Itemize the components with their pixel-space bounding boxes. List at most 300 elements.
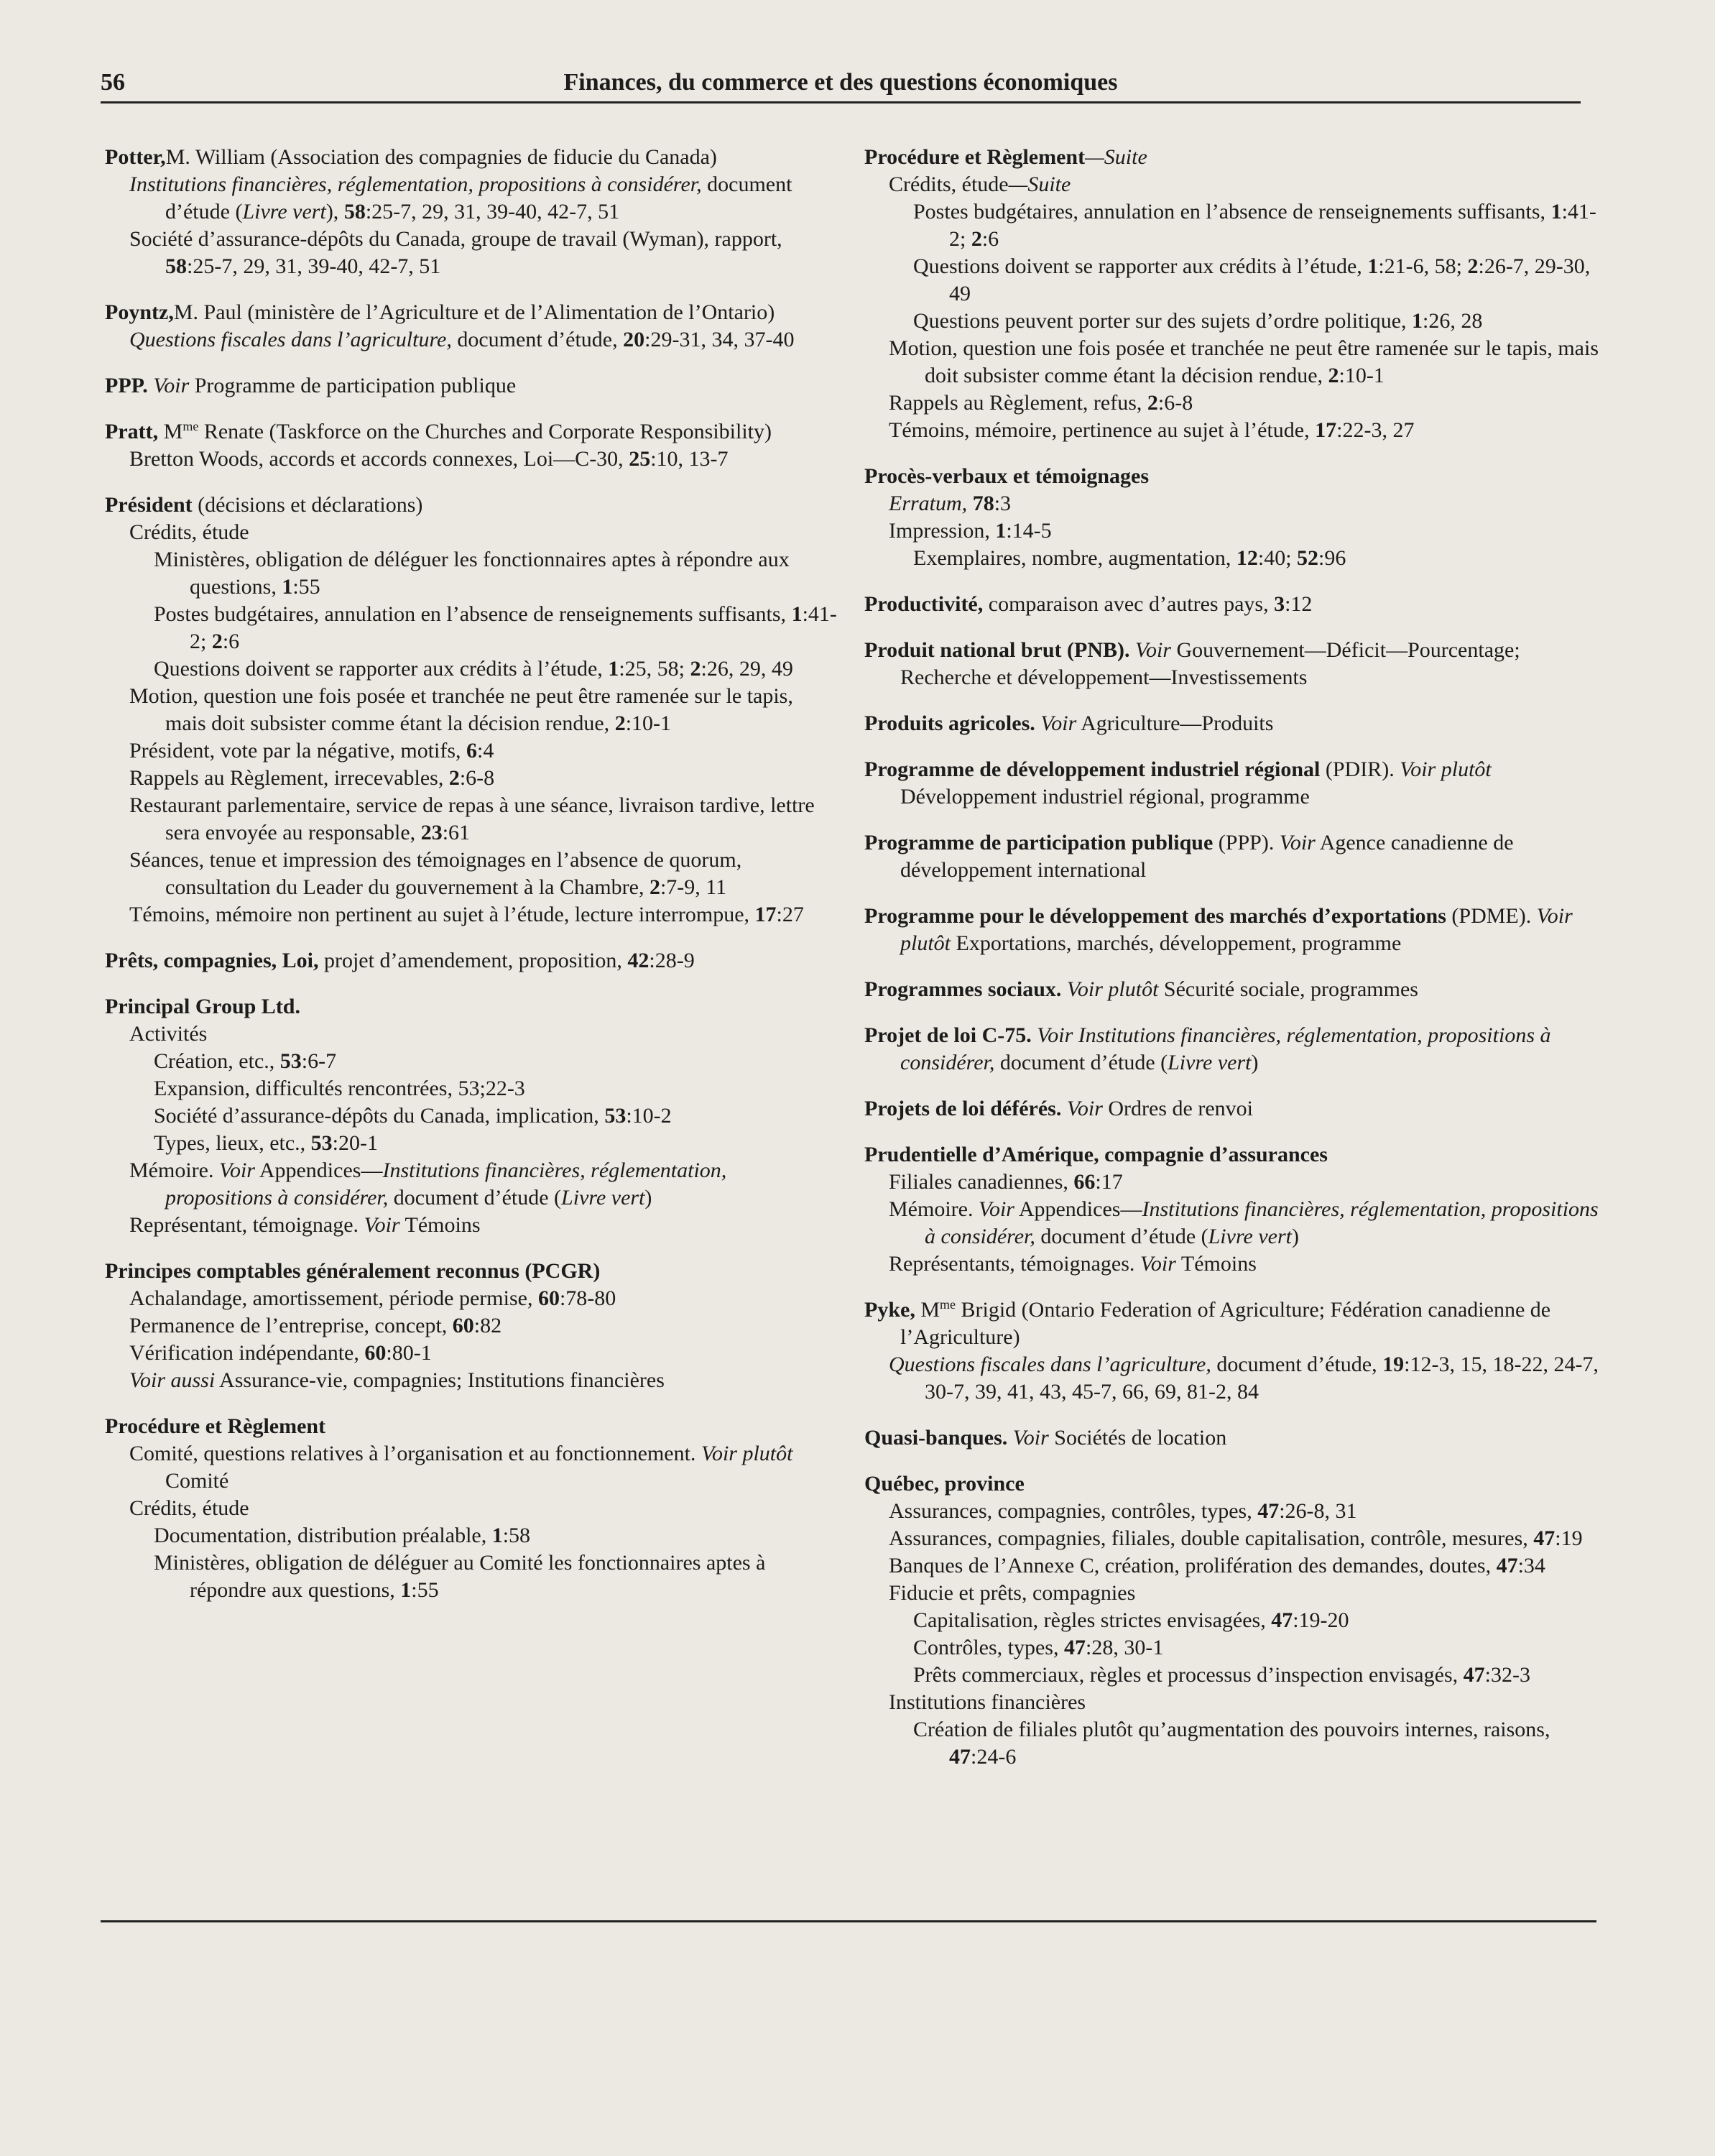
- text-run: :10-1: [1339, 364, 1385, 387]
- subentry-line: [913, 1634, 1601, 1662]
- text-run: me: [182, 419, 199, 433]
- text-run: :78-80: [559, 1286, 616, 1310]
- text-run: Appendices—: [1014, 1197, 1142, 1221]
- text-run: Renate (Taskforce on the Churches and Corporate Responsibility): [198, 420, 772, 443]
- text-run: Poyntz,: [105, 300, 174, 324]
- entry-heading-line: [864, 637, 1601, 691]
- footer-rule: [101, 1920, 1596, 1922]
- entry-heading-line: [864, 1141, 1601, 1169]
- text-run: :32-3: [1484, 1663, 1530, 1687]
- entry-heading-line: [864, 976, 1601, 1003]
- text-run: (PDIR).: [1320, 757, 1400, 781]
- text-run: Voir: [218, 1158, 255, 1182]
- text-run: Sociétés de location: [1048, 1426, 1227, 1450]
- text-run: 47: [1271, 1608, 1293, 1632]
- text-run: Assurances, compagnies, contrôles, types,: [889, 1499, 1258, 1523]
- text-run: Projet de loi C-75.: [864, 1023, 1032, 1047]
- text-run: 47: [1064, 1636, 1086, 1659]
- text-run: 52: [1297, 546, 1319, 570]
- text-run: 1: [1412, 309, 1423, 333]
- subentry-line: [129, 1440, 838, 1495]
- text-run: Exemplaires, nombre, augmentation,: [913, 546, 1236, 570]
- text-run: :17: [1095, 1170, 1123, 1194]
- text-run: :40;: [1257, 546, 1298, 570]
- text-run: Erratum,: [889, 492, 968, 515]
- text-run: 1: [1550, 200, 1562, 224]
- subentry-line: [889, 1498, 1601, 1525]
- text-run: Prêts, compagnies, Loi,: [105, 949, 319, 972]
- text-run: Livre vert: [561, 1186, 645, 1210]
- subentry-line: [889, 1552, 1601, 1580]
- text-run: Brigid (Ontario Federation of Agriculture; Fédération canadienne de l’Agriculture): [900, 1298, 1551, 1349]
- text-run: Productivité,: [864, 592, 984, 616]
- text-run: Voir: [978, 1197, 1014, 1221]
- index-entry: [864, 1424, 1601, 1452]
- text-run: Voir: [1066, 1097, 1103, 1120]
- text-run: Bretton Woods, accords et accords connexes, Loi—C-30,: [129, 447, 629, 471]
- subentry-line: [129, 792, 838, 847]
- text-run: 20: [623, 328, 645, 351]
- text-run: Séances, tenue et impression des témoignages en l’absence de quorum, consultation du Leader du gouvernement à la Chambre,: [129, 848, 742, 899]
- text-run: Comité, questions relatives à l’organisation et au fonctionnement.: [129, 1442, 701, 1465]
- text-run: document d’étude (: [1035, 1225, 1208, 1248]
- subentry-line: [889, 1525, 1601, 1552]
- subentry-line: [913, 1662, 1601, 1689]
- index-entry: [105, 299, 838, 354]
- text-run: Appendices—: [254, 1158, 383, 1182]
- header-rule: [101, 101, 1581, 103]
- text-run: —Suite: [1085, 145, 1147, 169]
- text-run: Création, etc.,: [154, 1049, 280, 1073]
- text-run: Filiales canadiennes,: [889, 1170, 1074, 1194]
- text-run: PPP.: [105, 374, 148, 397]
- text-run: [967, 492, 973, 515]
- text-run: Procès-verbaux et témoignages: [864, 464, 1150, 488]
- text-run: Questions doivent se rapporter aux crédits à l’étude,: [913, 254, 1368, 278]
- text-run: 1: [608, 657, 619, 681]
- text-run: M: [915, 1298, 940, 1322]
- text-run: Motion, question une fois posée et tranchée ne peut être ramenée sur le tapis, mais doit subsister comme étant la décision rendue,: [889, 336, 1599, 387]
- subentry-line: [129, 171, 838, 226]
- text-run: (PPP).: [1213, 831, 1280, 854]
- subentry-line: [129, 326, 838, 354]
- text-run: ): [1291, 1225, 1299, 1248]
- text-run: :80-1: [386, 1341, 432, 1365]
- text-run: Voir: [1279, 831, 1316, 854]
- text-run: ): [1251, 1051, 1259, 1074]
- text-run: Ministères, obligation de déléguer les fonctionnaires aptes à répondre aux questions,: [154, 548, 790, 599]
- text-run: Questions peuvent porter sur des sujets d’ordre politique,: [913, 309, 1413, 333]
- text-run: Voir: [1040, 711, 1077, 735]
- entry-heading-line: [864, 710, 1601, 737]
- text-run: projet d’amendement, proposition,: [318, 949, 628, 972]
- entry-heading-line: [105, 372, 838, 400]
- text-run: 2: [1328, 364, 1339, 387]
- subentry-line: [889, 417, 1601, 444]
- text-run: Voir plutôt: [701, 1442, 793, 1465]
- text-run: :82: [473, 1314, 502, 1337]
- text-run: (PDME).: [1446, 904, 1537, 928]
- text-run: Rappels au Règlement, refus,: [889, 391, 1147, 415]
- entry-heading-line: [105, 1258, 838, 1285]
- index-entry: [105, 144, 838, 280]
- text-run: Sécurité sociale, programmes: [1158, 977, 1418, 1001]
- text-run: :10, 13-7: [650, 447, 729, 471]
- text-run: 2: [690, 657, 701, 681]
- subentry-line: [889, 1169, 1601, 1196]
- text-run: Questions doivent se rapporter aux crédits à l’étude,: [154, 657, 609, 681]
- subentry-line: [913, 545, 1601, 572]
- subentry-line: [129, 1285, 838, 1312]
- text-run: 60: [537, 1286, 560, 1310]
- subentry-line: [913, 1716, 1601, 1771]
- text-run: Voir plutôt: [1400, 757, 1492, 781]
- text-run: :29-31, 34, 37-40: [644, 328, 795, 351]
- subentry-line: [913, 1607, 1601, 1634]
- text-run: :27: [776, 903, 804, 926]
- text-run: 47: [1257, 1499, 1280, 1523]
- index-entry: [864, 1470, 1601, 1771]
- entry-heading-line: [105, 1413, 838, 1440]
- text-run: Création de filiales plutôt qu’augmentation des pouvoirs internes, raisons,: [913, 1718, 1550, 1741]
- text-run: Agence canadienne de développement international: [900, 831, 1514, 882]
- text-run: Prudentielle d’Amérique, compagnie d’assurances: [864, 1143, 1328, 1166]
- subentry-line: [889, 1689, 1601, 1716]
- subentry-line: [154, 1048, 838, 1075]
- text-run: 1: [400, 1578, 412, 1602]
- text-run: Représentant, témoignage.: [129, 1213, 364, 1237]
- text-run: Représentants, témoignages.: [889, 1252, 1140, 1276]
- text-run: Expansion, difficultés rencontrées, 53;22-3: [154, 1077, 525, 1100]
- text-run: Fiducie et prêts, compagnies: [889, 1581, 1136, 1605]
- index-entry: [864, 710, 1601, 737]
- text-run: Postes budgétaires, annulation en l’absence de renseignements suffisants,: [154, 602, 792, 626]
- entry-heading-line: [864, 829, 1601, 884]
- text-run: Crédits, étude: [889, 172, 1009, 196]
- text-run: Quasi-banques.: [864, 1426, 1008, 1450]
- text-run: :10-1: [625, 711, 672, 735]
- entry-heading-line: [864, 1424, 1601, 1452]
- subentry-line: [154, 1549, 838, 1604]
- text-run: :6-8: [459, 766, 495, 790]
- text-run: 47: [1496, 1554, 1518, 1577]
- text-run: document d’étude,: [1211, 1353, 1383, 1376]
- text-run: 1: [1367, 254, 1379, 278]
- index-entry: [105, 492, 838, 929]
- entry-heading-line: [105, 993, 838, 1021]
- index-entry: [864, 903, 1601, 957]
- text-run: :7-9, 11: [660, 875, 727, 899]
- subentry-line: [889, 1351, 1601, 1406]
- subentry-line: [889, 171, 1601, 198]
- text-run: Programme de développement industriel régional: [864, 757, 1321, 781]
- text-run: Président: [105, 493, 193, 517]
- entry-heading-line: [105, 144, 838, 171]
- text-run: :61: [442, 821, 471, 844]
- index-entry: [864, 976, 1601, 1003]
- text-run: Président, vote par la négative, motifs,: [129, 739, 467, 763]
- subentry-line: [129, 1157, 838, 1212]
- text-run: 1: [791, 602, 803, 626]
- text-run: :25-7, 29, 31, 39-40, 42-7, 51: [365, 200, 620, 224]
- entry-heading-line: [105, 492, 838, 519]
- text-run: :41-2;: [949, 200, 1596, 251]
- text-run: Voir: [1140, 1252, 1176, 1276]
- text-run: Québec, province: [864, 1472, 1025, 1496]
- text-run: Questions fiscales dans l’agriculture,: [889, 1353, 1211, 1376]
- text-run: Comité: [165, 1469, 229, 1493]
- text-run: Livre vert: [1208, 1225, 1292, 1248]
- text-run: Crédits, étude: [129, 520, 249, 544]
- text-run: Procédure et Règlement: [105, 1414, 326, 1438]
- index-entry: [864, 756, 1601, 811]
- page-number: 56: [101, 69, 125, 96]
- subentry-line: [129, 1312, 838, 1340]
- text-run: :14-5: [1006, 519, 1052, 543]
- text-run: [1007, 1426, 1013, 1450]
- text-run: 1: [995, 519, 1007, 543]
- text-run: Institutions financières, réglementation, propositions à considérer,: [129, 172, 702, 196]
- text-run: Restaurant parlementaire, service de repas à une séance, livraison tardive, lettre sera envoyée au responsable,: [129, 793, 815, 844]
- text-run: document d’étude (: [994, 1051, 1168, 1074]
- entry-heading-line: [864, 144, 1601, 171]
- text-run: :24-6: [971, 1745, 1017, 1769]
- index-entry: [864, 1095, 1601, 1123]
- text-run: Voir plutôt: [1066, 977, 1159, 1001]
- index-entry: [105, 993, 838, 1239]
- entry-heading-line: [864, 1095, 1601, 1123]
- text-run: —Suite: [1008, 172, 1071, 196]
- index-entry: [864, 1296, 1601, 1406]
- text-run: :26, 28: [1423, 309, 1483, 333]
- subentry-line: [129, 226, 838, 280]
- text-run: Agriculture—Produits: [1076, 711, 1274, 735]
- text-run: Contrôles, types,: [913, 1636, 1064, 1659]
- text-run: Témoins: [1175, 1252, 1257, 1276]
- text-run: Documentation, distribution préalable,: [154, 1524, 492, 1547]
- index-entry: [864, 829, 1601, 884]
- text-run: 6: [466, 739, 478, 763]
- text-run: Principes comptables généralement reconnus (PCGR): [105, 1259, 601, 1283]
- text-run: M. William (Association des compagnies de fiducie du Canada): [165, 145, 717, 169]
- entry-heading-line: [864, 1022, 1601, 1077]
- text-run: Postes budgétaires, annulation en l’absence de renseignements suffisants,: [913, 200, 1551, 224]
- text-run: 1: [491, 1524, 503, 1547]
- text-run: 2: [448, 766, 460, 790]
- text-run: Assurance-vie, compagnies; Institutions financières: [215, 1368, 665, 1392]
- subentry-line: [889, 335, 1601, 390]
- text-run: 53: [310, 1131, 333, 1155]
- text-run: :3: [994, 492, 1012, 515]
- entry-heading-line: [105, 947, 838, 975]
- entry-heading-line: [105, 418, 838, 446]
- text-run: M: [158, 420, 183, 443]
- text-run: Voir: [153, 374, 190, 397]
- text-run: Voir: [1134, 638, 1171, 662]
- subentry-line: [889, 490, 1601, 517]
- subentry-line: [913, 198, 1601, 253]
- text-run: Institutions financières, réglementation, propositions à considérer,: [165, 1158, 727, 1210]
- text-run: 17: [754, 903, 777, 926]
- text-run: Livre vert: [1168, 1051, 1252, 1074]
- subentry-line: [154, 655, 838, 683]
- text-run: [1061, 977, 1067, 1001]
- text-run: 2: [971, 227, 982, 251]
- text-run: 58: [343, 200, 366, 224]
- text-run: ),: [325, 200, 344, 224]
- index-entry: [105, 947, 838, 975]
- text-run: :55: [292, 575, 320, 599]
- text-run: 53: [604, 1104, 627, 1128]
- text-run: 23: [420, 821, 443, 844]
- text-run: 2: [649, 875, 660, 899]
- text-run: comparaison avec d’autres pays,: [983, 592, 1275, 616]
- text-run: Programme de participation publique: [189, 374, 517, 397]
- text-run: Programme de participation publique: [864, 831, 1214, 854]
- text-run: 78: [972, 492, 994, 515]
- text-run: Témoins: [399, 1213, 481, 1237]
- text-run: :25, 58;: [619, 657, 690, 681]
- text-run: (décisions et déclarations): [192, 493, 423, 517]
- text-run: Assurances, compagnies, filiales, double capitalisation, contrôle, mesures,: [889, 1526, 1534, 1550]
- text-run: Motion, question une fois posée et tranchée ne peut être ramenée sur le tapis, mais doit subsister comme étant la décision rendue,: [129, 684, 793, 735]
- text-run: Questions fiscales dans l’agriculture,: [129, 328, 452, 351]
- text-run: :6-7: [301, 1049, 337, 1073]
- subentry-line: [154, 546, 838, 601]
- text-run: Institutions financières, réglementation, propositions à considérer,: [925, 1197, 1599, 1248]
- text-run: 12: [1236, 546, 1258, 570]
- text-run: Mémoire.: [129, 1158, 219, 1182]
- subentry-line: [889, 517, 1601, 545]
- entry-heading-line: [864, 756, 1601, 811]
- text-run: :28, 30-1: [1086, 1636, 1164, 1659]
- text-run: Voir: [1012, 1426, 1049, 1450]
- text-run: Achalandage, amortissement, période permise,: [129, 1286, 538, 1310]
- text-run: Vérification indépendante,: [129, 1341, 365, 1365]
- subentry-line: [889, 1196, 1601, 1250]
- text-run: 3: [1274, 592, 1285, 616]
- text-run: :55: [411, 1578, 439, 1602]
- subentry-line: [154, 1075, 838, 1102]
- text-run: Potter,: [105, 145, 166, 169]
- index-entry: [864, 1022, 1601, 1077]
- subentry-line: [913, 308, 1601, 335]
- text-run: Ministères, obligation de déléguer au Comité les fonctionnaires aptes à répondre aux questions,: [154, 1551, 766, 1602]
- text-run: :6-8: [1157, 391, 1193, 415]
- text-run: :26-8, 31: [1279, 1499, 1357, 1523]
- entry-heading-line: [864, 463, 1601, 490]
- text-run: 1: [282, 575, 293, 599]
- index-entry: [864, 637, 1601, 691]
- text-run: 19: [1382, 1353, 1405, 1376]
- text-run: document d’étude (: [165, 172, 792, 224]
- text-run: 2: [614, 711, 626, 735]
- index-entry: [864, 463, 1601, 572]
- subentry-line: [129, 765, 838, 792]
- entry-heading-line: [864, 903, 1601, 957]
- entry-heading-line: [864, 1470, 1601, 1498]
- text-run: :12: [1285, 592, 1313, 616]
- subentry-line: [154, 1130, 838, 1157]
- text-run: Voir aussi: [129, 1368, 216, 1392]
- text-run: Produits agricoles.: [864, 711, 1035, 735]
- text-run: Crédits, étude: [129, 1496, 249, 1520]
- index-entry: [105, 372, 838, 400]
- right-index-column: [864, 144, 1601, 1789]
- text-run: Ordres de renvoi: [1102, 1097, 1253, 1120]
- text-run: Procédure et Règlement: [864, 145, 1086, 169]
- text-run: Livre vert: [242, 200, 326, 224]
- subentry-line: [129, 737, 838, 765]
- text-run: 47: [1463, 1663, 1485, 1687]
- text-run: Société d’assurance-dépôts du Canada, implication,: [154, 1104, 605, 1128]
- text-run: 60: [364, 1341, 387, 1365]
- text-run: Projets de loi déférés.: [864, 1097, 1062, 1120]
- text-run: :4: [477, 739, 494, 763]
- text-run: 42: [627, 949, 650, 972]
- text-run: 2: [1147, 391, 1158, 415]
- text-run: Société d’assurance-dépôts du Canada, groupe de travail (Wyman), rapport,: [129, 227, 782, 251]
- text-run: Produit national brut (PNB).: [864, 638, 1130, 662]
- text-run: 47: [1533, 1526, 1555, 1550]
- text-run: [1061, 1097, 1067, 1120]
- text-run: Voir Institutions financières, réglementation, propositions à considérer,: [900, 1023, 1551, 1074]
- subentry-line: [889, 1580, 1601, 1607]
- text-run: Développement industriel régional, programme: [900, 785, 1310, 808]
- text-run: Exportations, marchés, développement, programme: [951, 931, 1402, 955]
- subentry-line: [154, 601, 838, 655]
- subentry-line: [129, 901, 838, 929]
- text-run: Rappels au Règlement, irrecevables,: [129, 766, 449, 790]
- subentry-line: [889, 1250, 1601, 1278]
- text-run: Permanence de l’entreprise, concept,: [129, 1314, 453, 1337]
- subentry-line: [129, 519, 838, 546]
- text-run: :21-6, 58;: [1378, 254, 1468, 278]
- text-run: 2: [211, 630, 223, 653]
- left-index-column: [105, 144, 838, 1623]
- text-run: :19-20: [1293, 1608, 1349, 1632]
- text-run: :6: [981, 227, 999, 251]
- text-run: Impression,: [889, 519, 996, 543]
- text-run: Gouvernement—Déficit—Pourcentage; Recherche et développement—Investissements: [900, 638, 1520, 689]
- text-run: 58: [165, 254, 187, 278]
- entry-heading-line: [864, 591, 1601, 618]
- text-run: :10-2: [626, 1104, 672, 1128]
- entry-heading-line: [105, 299, 838, 326]
- text-run: Témoins, mémoire, pertinence au sujet à l’étude,: [889, 418, 1316, 442]
- text-run: 66: [1073, 1170, 1096, 1194]
- index-entry: [864, 1141, 1601, 1278]
- text-run: :26-7, 29-30, 49: [949, 254, 1591, 305]
- text-run: Témoins, mémoire non pertinent au sujet à l’étude, lecture interrompue,: [129, 903, 755, 926]
- text-run: me: [940, 1297, 956, 1312]
- text-run: Programme pour le développement des marchés d’exportations: [864, 904, 1446, 928]
- subentry-line: [129, 683, 838, 737]
- text-run: 60: [452, 1314, 474, 1337]
- text-run: :26, 29, 49: [701, 657, 793, 681]
- text-run: 17: [1315, 418, 1337, 442]
- subentry-line: [129, 847, 838, 901]
- text-run: Activités: [129, 1022, 208, 1046]
- index-entry: [105, 1413, 838, 1604]
- text-run: :25-7, 29, 31, 39-40, 42-7, 51: [187, 254, 441, 278]
- text-run: ): [644, 1186, 652, 1210]
- subentry-line: [129, 1340, 838, 1367]
- subentry-line: [129, 1495, 838, 1522]
- text-run: :20-1: [332, 1131, 378, 1155]
- index-entry: [105, 418, 838, 473]
- entry-heading-line: [864, 1296, 1601, 1351]
